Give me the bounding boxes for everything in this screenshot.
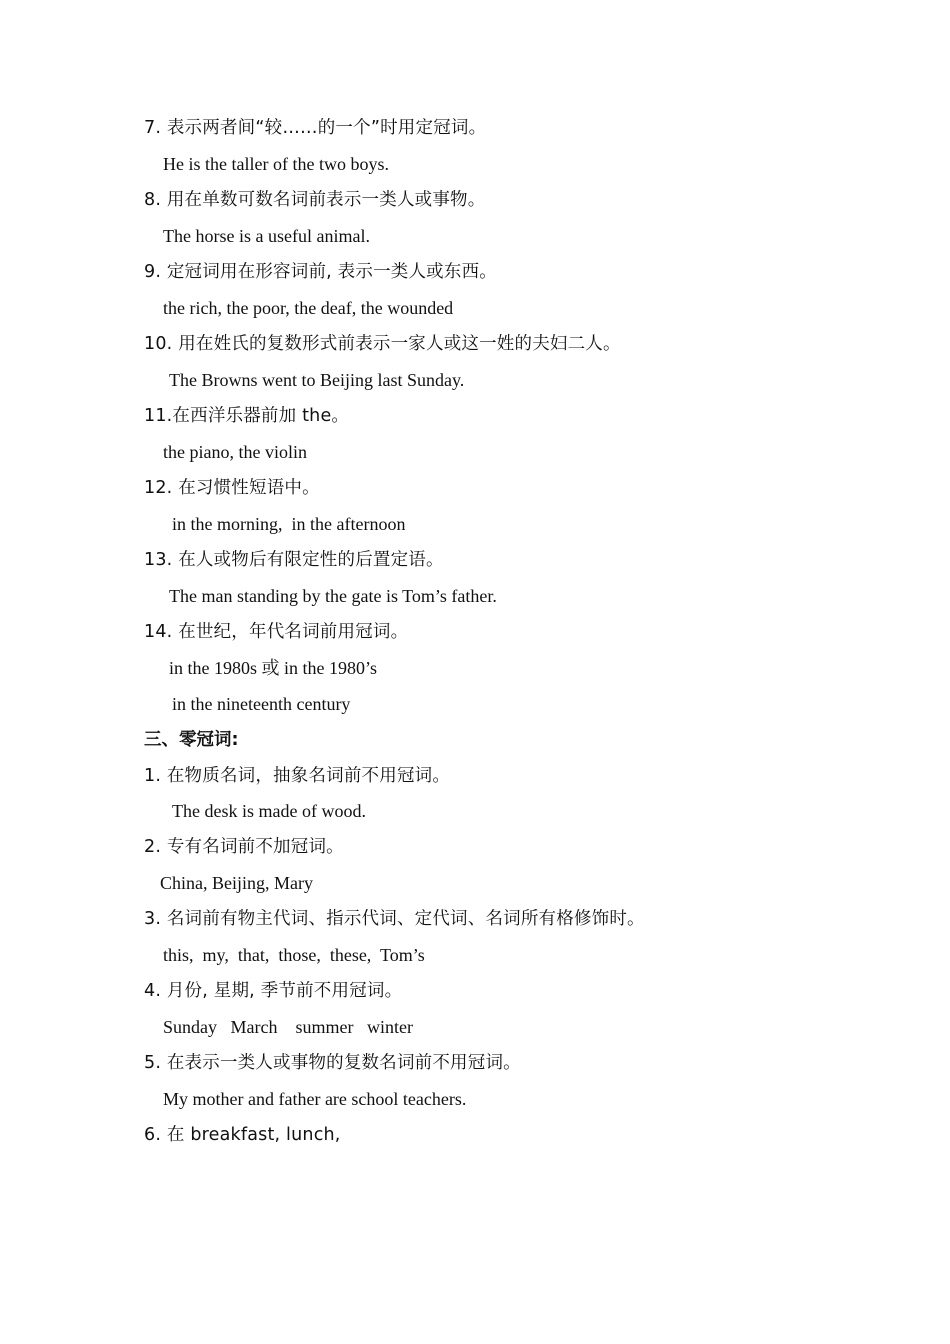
zero-rule-2: 2. 专有名词前不加冠词。 bbox=[144, 837, 344, 857]
zero-example-3: this, my, that, those, these, Tom’s bbox=[163, 945, 425, 965]
rule-7: 7. 表示两者间“较……的一个”时用定冠词。 bbox=[144, 118, 487, 138]
rule-9: 9. 定冠词用在形容词前, 表示一类人或东西。 bbox=[144, 262, 497, 282]
zero-example-4: Sunday March summer winter bbox=[163, 1017, 413, 1037]
example-14b: in the nineteenth century bbox=[172, 694, 351, 714]
zero-example-1: The desk is made of wood. bbox=[172, 801, 366, 821]
section-heading: 三、零冠词: bbox=[144, 730, 239, 750]
example-13: The man standing by the gate is Tom’s father. bbox=[169, 586, 497, 606]
zero-rule-5: 5. 在表示一类人或事物的复数名词前不用冠词。 bbox=[144, 1053, 521, 1073]
zero-example-5: My mother and father are school teachers. bbox=[163, 1089, 467, 1109]
rule-8: 8. 用在单数可数名词前表示一类人或事物。 bbox=[144, 190, 486, 210]
rule-14: 14. 在世纪，年代名词前用冠词。 bbox=[144, 622, 409, 642]
rule-11: 11.在西洋乐器前加 the。 bbox=[144, 406, 350, 426]
example-9: the rich, the poor, the deaf, the wounded bbox=[163, 298, 454, 318]
example-7: He is the taller of the two boys. bbox=[163, 154, 389, 174]
example-10: The Browns went to Beijing last Sunday. bbox=[169, 370, 465, 390]
zero-rule-1: 1. 在物质名词，抽象名词前不用冠词。 bbox=[144, 766, 451, 786]
example-8: The horse is a useful animal. bbox=[163, 226, 370, 246]
zero-example-2: China, Beijing, Mary bbox=[160, 873, 313, 893]
rule-13: 13. 在人或物后有限定性的后置定语。 bbox=[144, 550, 444, 570]
zero-rule-4: 4. 月份, 星期, 季节前不用冠词。 bbox=[144, 981, 403, 1001]
example-14a: in the 1980s 或 in the 1980’s bbox=[169, 658, 377, 678]
example-11: the piano, the violin bbox=[163, 442, 307, 462]
rule-10: 10. 用在姓氏的复数形式前表示一家人或这一姓的夫妇二人。 bbox=[144, 334, 621, 354]
rule-12: 12. 在习惯性短语中。 bbox=[144, 478, 320, 498]
zero-rule-6: 6. 在 breakfast, lunch, bbox=[144, 1125, 341, 1145]
example-12: in the morning, in the afternoon bbox=[172, 514, 406, 534]
zero-rule-3: 3. 名词前有物主代词、指示代词、定代词、名词所有格修饰时。 bbox=[144, 909, 645, 929]
